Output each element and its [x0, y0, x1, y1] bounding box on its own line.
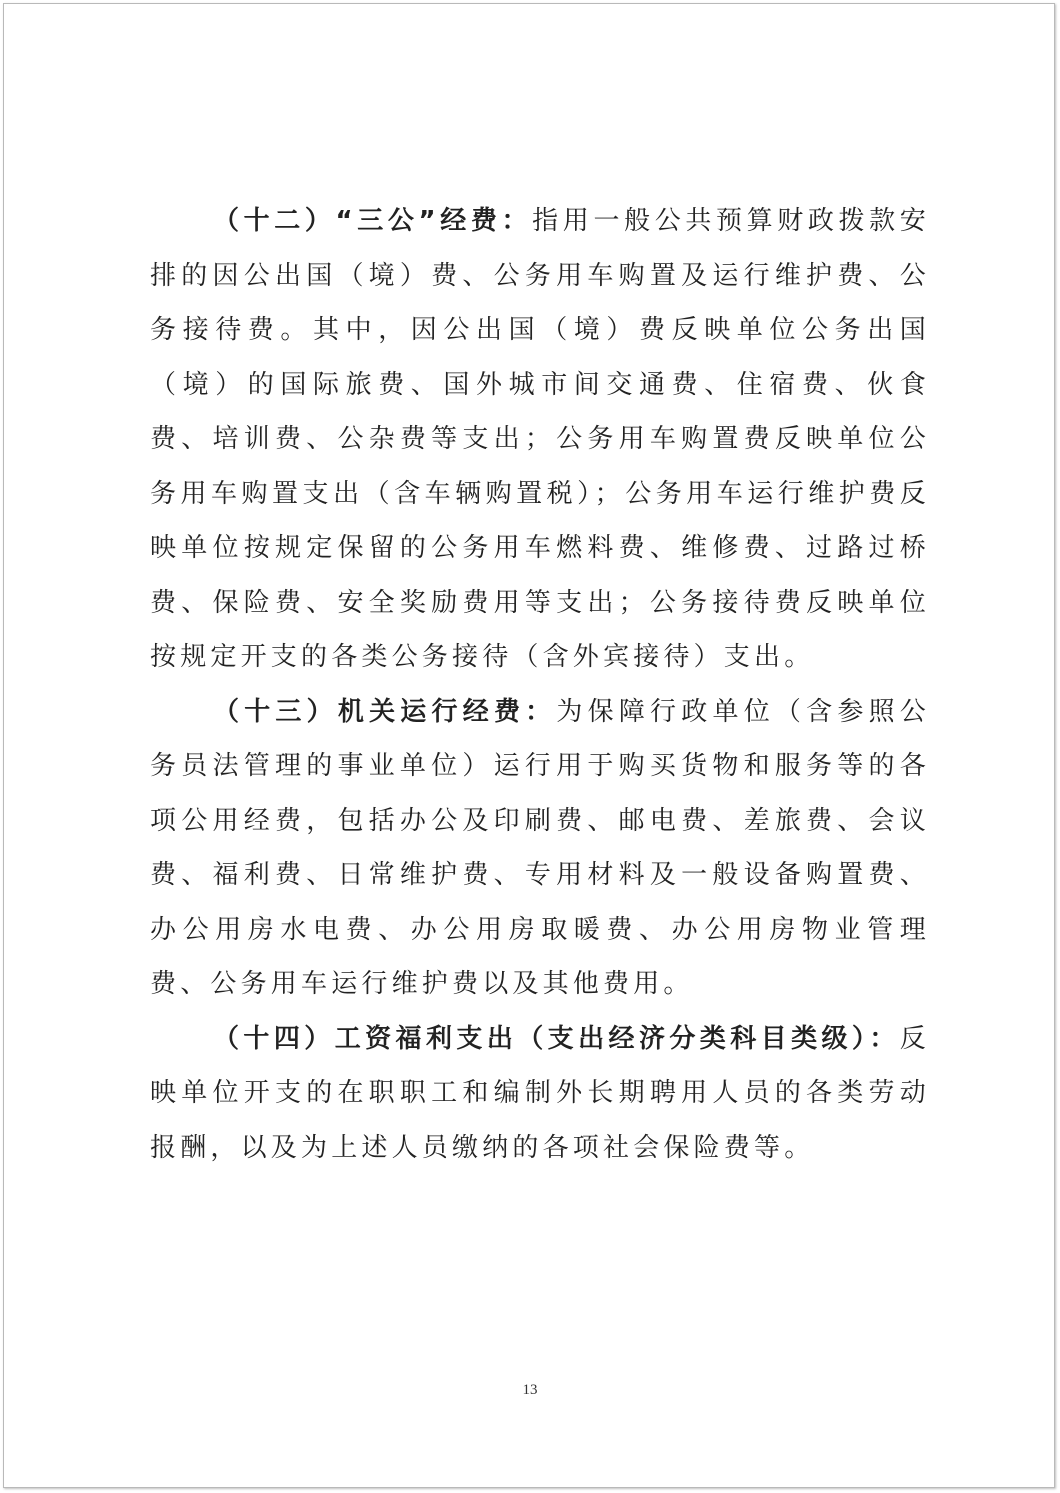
paragraph-text: 指用一般公共预算财政拨款安排的因公出国（境）费、公务用车购置及运行维护费、公务接待费。其中，因公出国（境）费反映单位公务出国（境）的国际旅费、国外城市间交通费、住宿费、伙食费、培训费、公杂费等支出；公务用车购置费反映单位公务用车购置支出（含车辆购置税）；公务用车运行维护费反映单位按规定保留的公务用车燃料费、维修费、过路过桥费、保险费、安全奖励费用等支出；公务接待费反映单位按规定开支的各类公务接待（含外宾接待）支出。 — [150, 206, 930, 672]
paragraph-three-public-expenses — [150, 194, 930, 685]
document-page — [3, 3, 1055, 1488]
document-body — [150, 194, 930, 1175]
paragraph-wages-welfare-expenditure — [150, 1012, 930, 1176]
paragraph-heading: （十四）工资福利支出（支出经济分类科目类级）： — [213, 1023, 900, 1054]
page-number: 13 — [522, 1382, 538, 1398]
paragraph-text: 为保障行政单位（含参照公务员法管理的事业单位）运行用于购买货物和服务等的各项公用经费，包括办公及印刷费、邮电费、差旅费、会议费、福利费、日常维护费、专用材料及一般设备购置费、办公用房水电费、办公用房取暖费、办公用房物业管理费、公务用车运行维护费以及其他费用。 — [150, 696, 931, 999]
paragraph-agency-operating-expenses — [150, 685, 930, 1012]
paragraph-heading: （十二）“三公”经费： — [213, 206, 533, 236]
paragraph-heading: （十三）机关运行经费： — [213, 696, 557, 727]
paragraph-text: 反映单位开支的在职职工和编制外长期聘用人员的各类劳动报酬，以及为上述人员缴纳的各项社会保险费等。 — [150, 1023, 930, 1163]
